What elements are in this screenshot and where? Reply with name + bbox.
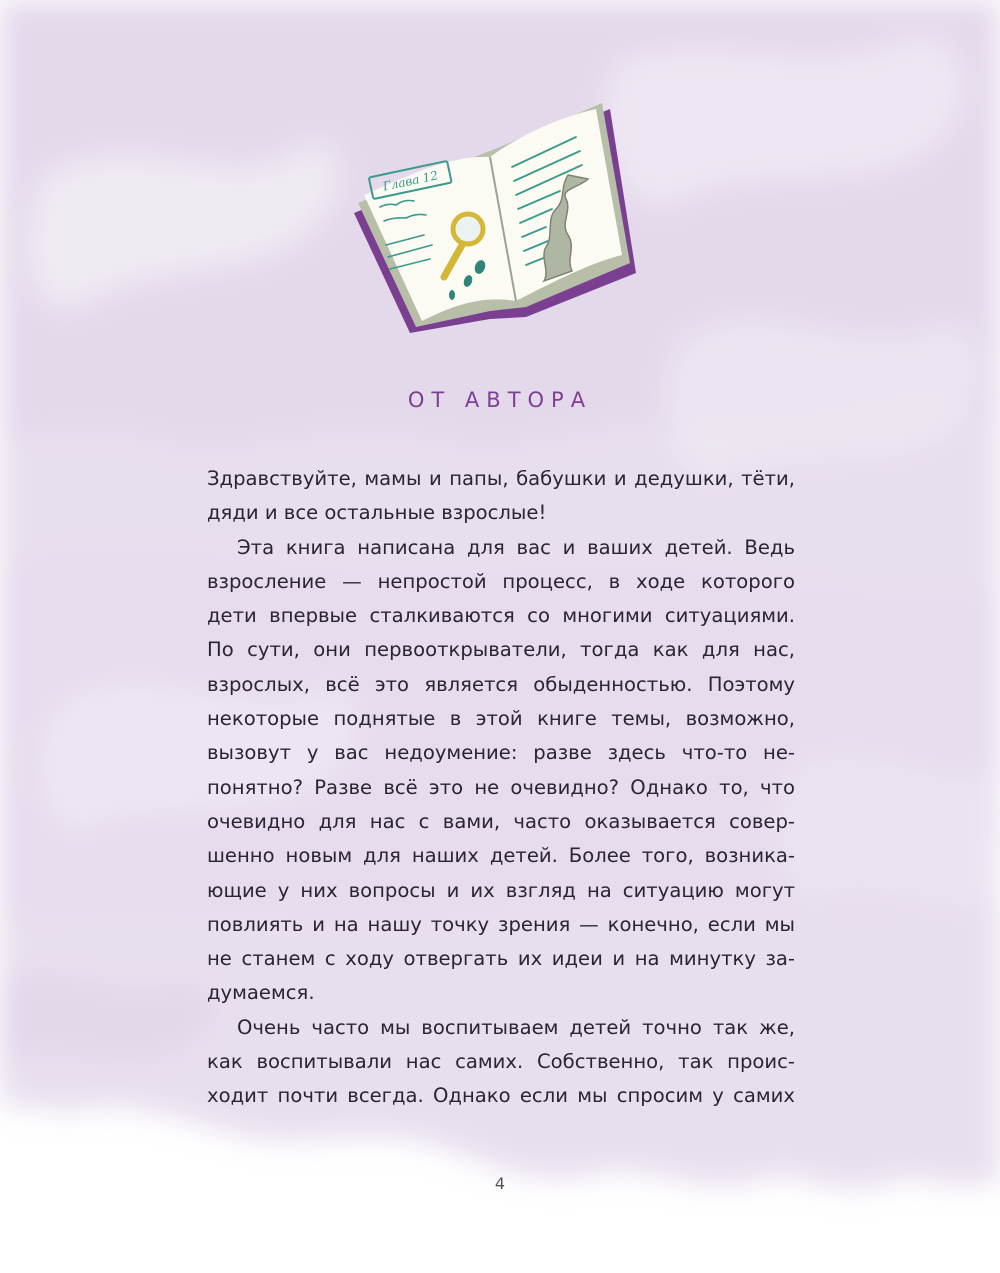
- text-line: понятно? Разве всё это не очевидно? Однако то, что: [207, 775, 795, 799]
- paragraph-3: [207, 1011, 795, 1114]
- text-line: ходит почти всегда. Однако если мы спросим у самих: [207, 1084, 795, 1108]
- body-text: [207, 462, 795, 1114]
- text-line: Здравствуйте, мамы и папы, бабушки и дедушки, тёти,: [207, 467, 795, 490]
- text-line: думаемся.: [207, 981, 315, 1005]
- open-book-icon: [340, 95, 650, 355]
- paragraph-1: [207, 462, 795, 531]
- text-line: как воспитывали нас самих. Собственно, так проис-: [207, 1050, 795, 1074]
- text-line: По сути, они первооткрыватели, тогда как для нас,: [207, 638, 795, 662]
- text-line: дети впервые сталкиваются со многими ситуациями.: [207, 604, 795, 628]
- page-number: 4: [494, 1174, 506, 1193]
- text-line: дяди и все остальные взрослые!: [207, 501, 547, 525]
- text-line: взросление — непростой процесс, в ходе которого: [207, 569, 795, 593]
- text-line: очевидно для нас с вами, часто оказывается совер-: [207, 809, 795, 833]
- section-heading: ОТ АВТОРА: [407, 388, 593, 412]
- text-line: некоторые поднятые в этой книге темы, возможно,: [207, 707, 795, 731]
- text-line: Очень часто мы воспитываем детей точно так же,: [237, 1015, 795, 1039]
- paragraph-2: [207, 531, 795, 1011]
- text-line: шенно новым для наших детей. Более того, возника-: [207, 844, 795, 868]
- text-line: повлиять и на нашу точку зрения — конечно, если мы: [207, 912, 795, 936]
- text-line: не станем с ходу отвергать их идеи и на минутку за-: [207, 947, 795, 971]
- chapter-heading: Глава 12: [381, 168, 440, 194]
- text-line: взрослых, всё это является обыденностью. Поэтому: [207, 672, 795, 696]
- text-line: ющие у них вопросы и их взгляд на ситуацию могут: [207, 878, 795, 902]
- text-line: вызовут у вас недоумение: разве здесь что-то не-: [207, 741, 795, 765]
- text-line: Эта книга написана для вас и ваших детей. Ведь: [237, 535, 795, 559]
